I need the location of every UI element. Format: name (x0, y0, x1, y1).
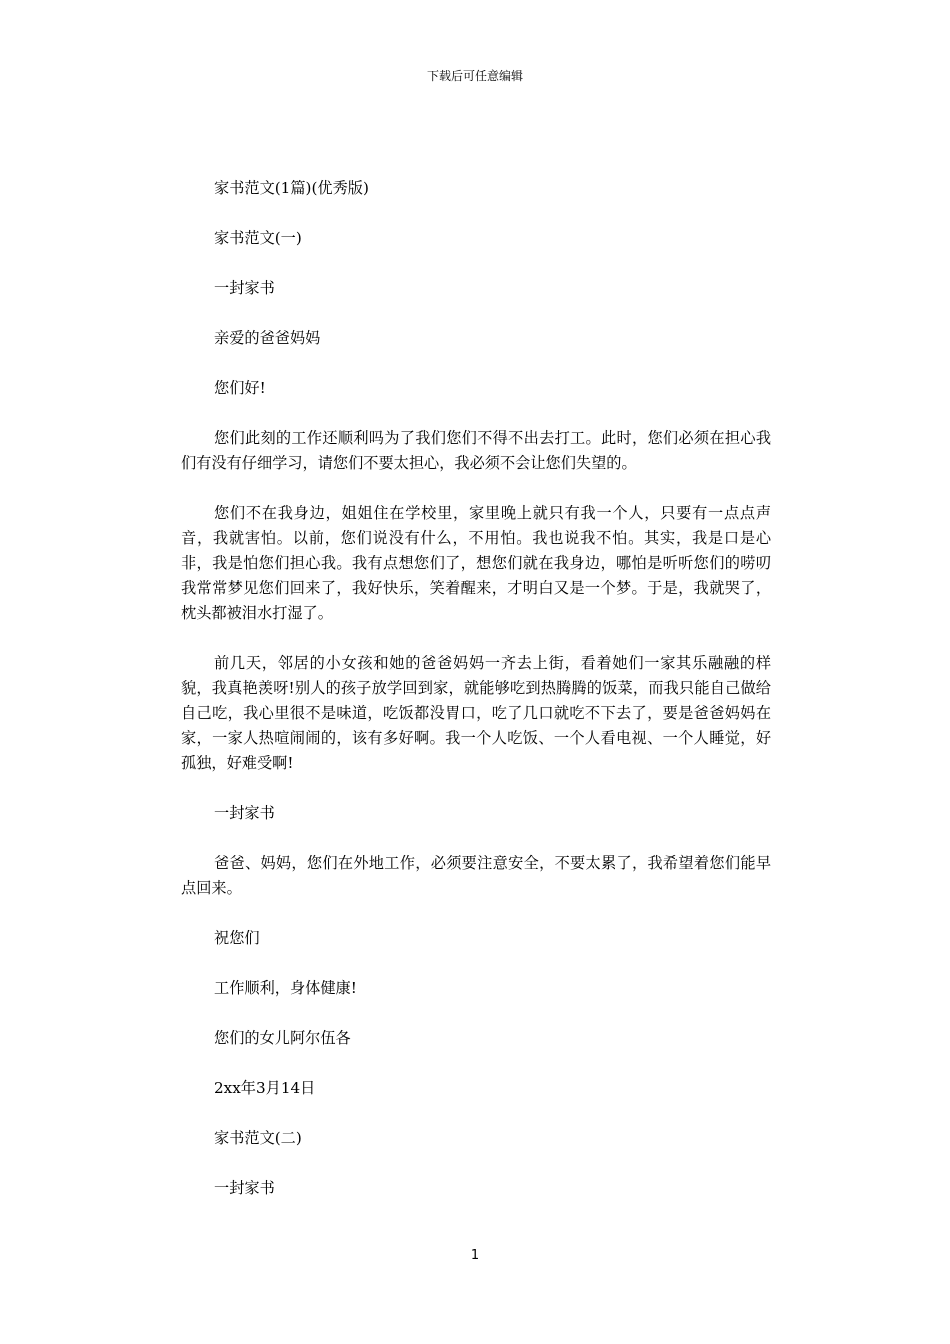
document-body (181, 176, 771, 1201)
section-heading: 家书范文(二) (214, 1129, 302, 1147)
body-paragraph: 您们不在我身边，姐姐住在学校里，家里晚上就只有我一个人，只要有一点点声音，我就害怕。以前，您们说没有什么，不用怕。我也说我不怕。其实，我是口是心非，我是怕您们担心我。我有点想您们了，想您们就在我身边，哪怕是听听您们的唠叨我常常梦见您们回来了，我好快乐，笑着醒来，才明白又是一个梦。于是，我就哭了，枕头都被泪水打湿了。 (181, 504, 771, 622)
letter-title: 一封家书 (214, 279, 275, 297)
page-header: 下载后可任意编辑 (426, 69, 523, 83)
document-title: 家书范文(1篇)(优秀版) (214, 179, 369, 197)
letter-salutation: 亲爱的爸爸妈妈 (214, 329, 321, 347)
letter-closing: 祝您们 (214, 929, 260, 947)
letter-title: 一封家书 (214, 1179, 275, 1197)
letter-title: 一封家书 (214, 804, 275, 822)
page-number: 1 (470, 1248, 480, 1263)
letter-signature: 您们的女儿阿尔伍各 (214, 1029, 351, 1047)
body-paragraph: 前几天，邻居的小女孩和她的爸爸妈妈一齐去上街，看着她们一家其乐融融的样貌，我真艳羡呀!别人的孩子放学回到家，就能够吃到热腾腾的饭菜，而我只能自己做给自己吃，我心里很不是味道，吃饭都没胃口，吃了几口就吃不下去了，要是爸爸妈妈在家，一家人热喧闹闹的，该有多好啊。我一个人吃饭、一个人看电视、一个人睡觉，好孤独，好难受啊! (181, 654, 771, 772)
section-heading: 家书范文(一) (214, 229, 302, 247)
letter-greeting: 您们好! (214, 379, 266, 397)
letter-date: 2xx年3月14日 (214, 1079, 316, 1097)
body-paragraph: 您们此刻的工作还顺利吗为了我们您们不得不出去打工。此时，您们必须在担心我们有没有仔细学习，请您们不要太担心，我必须不会让您们失望的。 (181, 429, 771, 472)
body-paragraph: 爸爸、妈妈，您们在外地工作，必须要注意安全，不要太累了，我希望着您们能早点回来。 (181, 854, 771, 897)
letter-wish: 工作顺利，身体健康! (214, 979, 357, 997)
